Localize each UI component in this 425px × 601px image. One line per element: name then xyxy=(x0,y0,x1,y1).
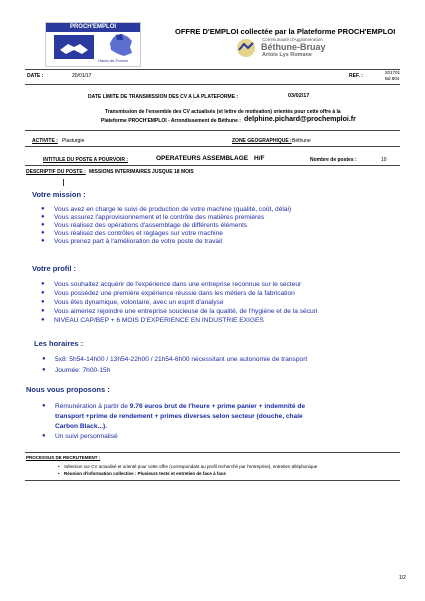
date-value: 20/01/17 xyxy=(72,73,92,79)
france-map-icon xyxy=(108,33,134,57)
list-item: ● Vous possédez une première expérience réussie dans les métiers de la fabrication xyxy=(41,290,295,297)
agglomeration-name: Béthune-Bruay xyxy=(261,42,326,52)
ref-label: REF. : xyxy=(349,73,363,79)
list-item: ● Vous prenez part à l'amélioration de votre poste de travail xyxy=(41,238,223,245)
handshake-icon xyxy=(54,35,94,59)
agglomeration-emblem-icon xyxy=(235,38,257,58)
deadline-label: DATE LIMITE DE TRANSMISSION DES CV A LA PLATEFORME : xyxy=(88,94,239,100)
activity-label: ACTIVITE : xyxy=(32,138,58,144)
activity-value: Plasturgie xyxy=(62,138,85,144)
region-label: Hauts-de-France xyxy=(98,58,129,63)
post-title-value: OPERATEURS ASSEMBLAGE xyxy=(156,155,249,162)
transmission-text: Transmission de l'ensemble des CV actualisés (et lettre de motivation) orientés pour cette offre à la xyxy=(105,109,341,115)
list-item: ● Vous réalisez des contrôles et réglages sur votre machine xyxy=(41,230,223,237)
text-cursor xyxy=(63,179,64,186)
deadline-value: 03/02/17 xyxy=(288,93,310,99)
list-item: ● 5x8: 5h54-14h00 / 13h54-22h00 / 21h54-6h00 nécessitant une autonomie de transport xyxy=(42,356,308,363)
post-hf: H/F xyxy=(254,155,265,162)
list-item: ● Vous avez en charge le suivi de production de votre machine (qualité, coût, délai) xyxy=(41,206,292,213)
list-item: ● Rémunération à partir de 9.76 euros brut de l'heure + prime panier + indemnité de xyxy=(42,403,306,410)
page-title: OFFRE D'EMPLOI collectée par la Plateforme PROCH'EMPLOI xyxy=(175,27,396,36)
mission-heading: Votre mission : xyxy=(32,190,86,199)
transmission-text-line2: Plateforme PROCH'EMPLOI - Arrondissement de Béthune : xyxy=(101,118,241,124)
post-count-value: 10 xyxy=(381,157,387,163)
profile-heading: Votre profil : xyxy=(32,264,77,273)
prochemploi-logo xyxy=(45,22,141,67)
post-description-value: MISSIONS INTERIMAIRES JUSQUE 18 MOIS xyxy=(89,169,194,175)
zone-label: ZONE GEOGRAPHIQUE : xyxy=(232,138,292,144)
list-item: ● Vous assurez l'approvisionnement et le contrôle des matières premières xyxy=(41,214,265,221)
zone-value: Béthune xyxy=(292,138,311,144)
logo-banner: PROCH'EMPLOI xyxy=(46,23,140,32)
list-item: ● NIVEAU CAP/BEP + 6 MOIS D'EXPERIENCE EN INDUSTRIE EXIGES xyxy=(41,317,264,324)
recruitment-item: • Sélection sur CV actualisé et orienté pour cette offre (correspondant au profil recherché par l'entreprise), entretien téléphonique xyxy=(58,464,318,469)
contact-email-link[interactable]: delphine.pichard@prochemploi.fr xyxy=(244,116,356,123)
agglomeration-subtitle: Artois Lys Romane xyxy=(262,52,312,58)
hours-heading: Les horaires : xyxy=(34,339,84,348)
ref-value-line2: Bd 804 xyxy=(385,76,400,81)
recruitment-item: • Réunion d'information collective : Plusieurs tests et entretien de face à face xyxy=(58,471,226,476)
pay-continuation-end: Carbon Black...). xyxy=(55,423,108,430)
post-count-label: Nombre de postes : xyxy=(310,157,357,163)
list-item: ● Vous souhaitez acquérir de l'expérience dans une entreprise reconnue sur le secteur xyxy=(41,281,302,288)
page-number: 1/2 xyxy=(399,575,406,581)
recruitment-label: PROCESSUS DE RECRUTEMENT : xyxy=(26,455,101,460)
date-label: DATE : xyxy=(27,73,44,79)
list-item: ● Vous réalisez des opérations d'assemblage de différents éléments xyxy=(41,222,248,229)
ref-value: 201701 xyxy=(385,70,401,75)
list-item: ● Un suivi personnalisé xyxy=(42,433,118,440)
pay-highlight: 9.76 euros brut de l'heure + prime panier + indemnité de xyxy=(129,403,306,410)
offer-heading: Nous vous proposons : xyxy=(26,385,110,394)
list-item: ● Vous aimeriez rejoindre une entreprise soucieuse de la qualité, de l'hygiène et de la sécuri xyxy=(41,308,318,315)
post-title-label: INTITULE DU POSTE A POURVOIR : xyxy=(43,157,129,163)
post-description-label: DESCRIPTIF DU POSTE : xyxy=(26,169,86,175)
list-item: ● Journée: 7h00-15h xyxy=(42,367,111,374)
list-item: ● Vous êtes dynamique, volontaire, avec un esprit d'analyse xyxy=(41,299,224,306)
agglomeration-caption: Communauté d'Agglomération xyxy=(262,37,323,42)
pay-continuation: transport +prime de rendement + primes diverses selon secteur (douche, chale xyxy=(55,413,303,420)
